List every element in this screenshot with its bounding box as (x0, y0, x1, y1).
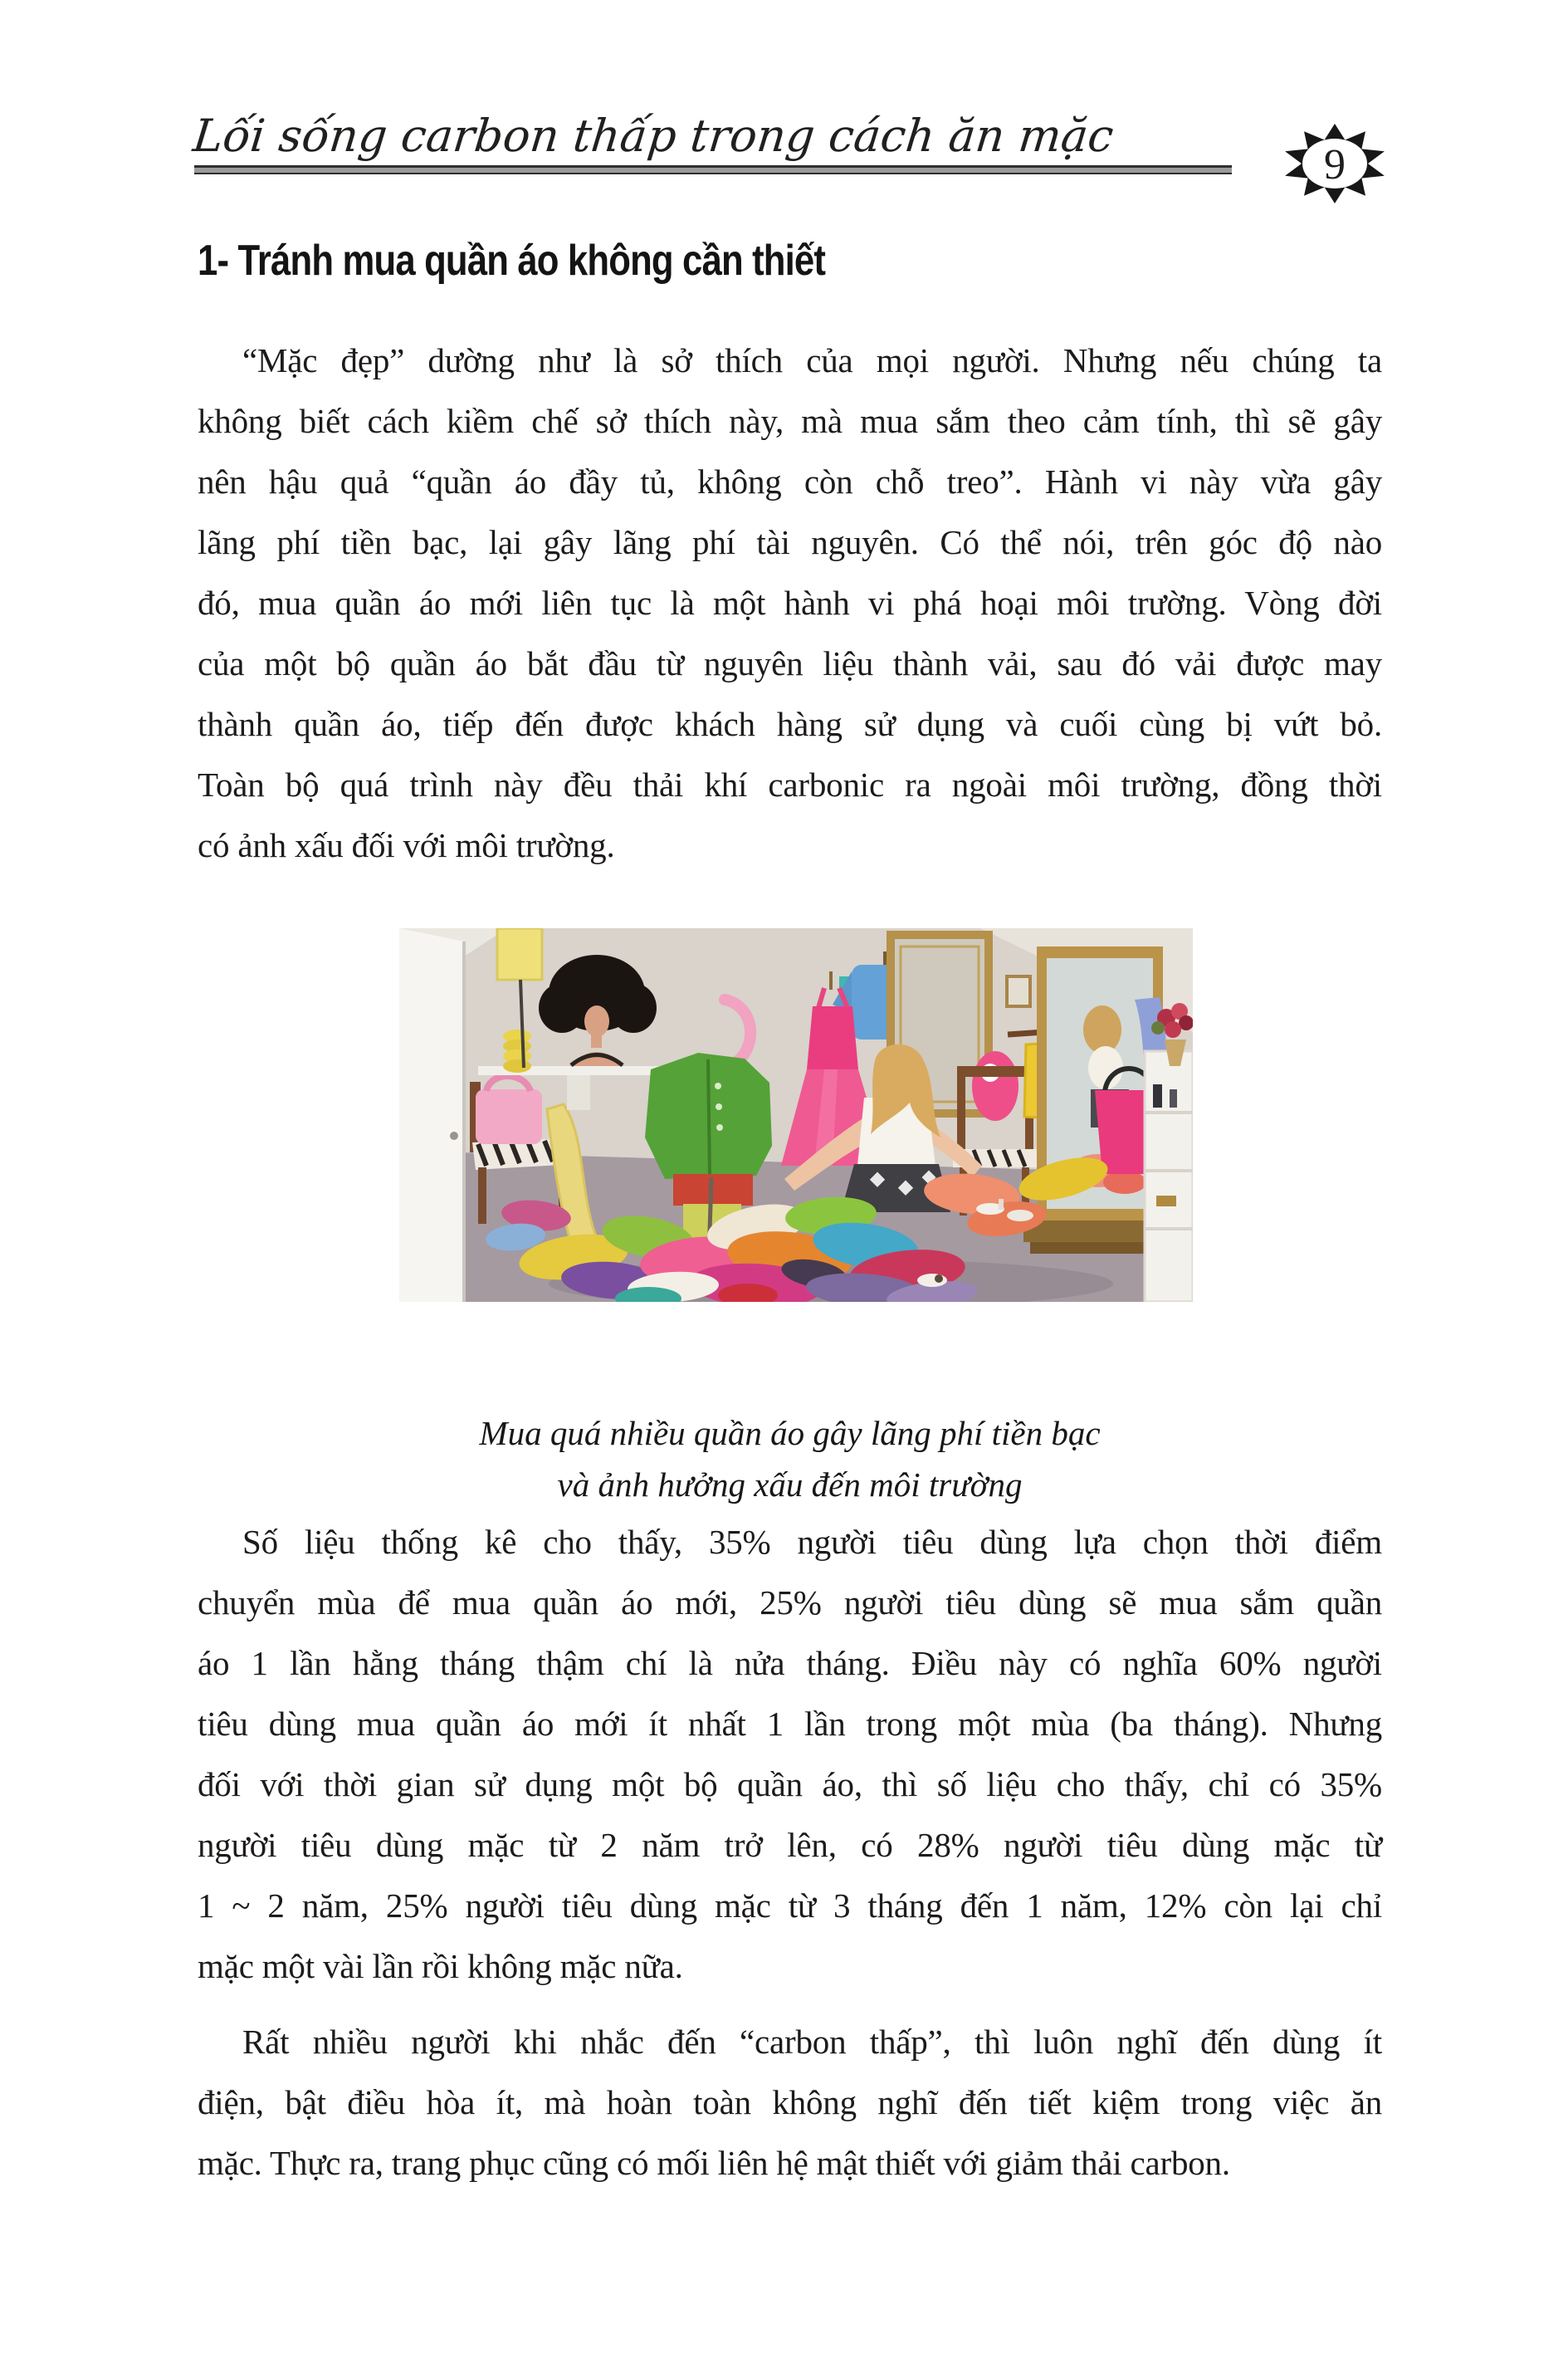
text-line: người tiêu dùng mặc từ 2 năm trở lên, có 28% người tiêu dùng mặc từ (198, 1826, 1382, 1864)
figure (399, 928, 1193, 1302)
paragraph (198, 330, 1382, 876)
text-line: Rất nhiều người khi nhắc đến “carbon thấp”, thì luôn nghĩ đến dùng ít (242, 2023, 1382, 2061)
text-line: chuyển mùa để mua quần áo mới, 25% người tiêu dùng sẽ mua sắm quần (198, 1583, 1382, 1622)
text-line: mặc. Thực ra, trang phục cũng có mối liên hệ mật thiết với giảm thải carbon. (198, 2144, 1230, 2182)
text-line: áo 1 lần hằng tháng thậm chí là nửa tháng. Điều này có nghĩa 60% người (198, 1644, 1382, 1682)
text-line: Mua quá nhiều quần áo gây lãng phí tiền bạc (479, 1414, 1101, 1452)
text-line: Toàn bộ quá trình này đều thải khí carbonic ra ngoài môi trường, đồng thời (198, 766, 1382, 804)
text-line: thành quần áo, tiếp đến được khách hàng sử dụng và cuối cùng bị vứt bỏ. (198, 705, 1382, 743)
text-line: Số liệu thống kê cho thấy, 35% người tiêu dùng lựa chọn thời điểm (242, 1523, 1382, 1561)
text-line: và ảnh hưởng xấu đến môi trường (557, 1465, 1023, 1504)
text-line: đối với thời gian sử dụng một bộ quần áo, thì số liệu cho thấy, chỉ có 35% (198, 1765, 1382, 1803)
text-line: “Mặc đẹp” dường như là sở thích của mọi người. Nhưng nếu chúng ta (242, 341, 1382, 379)
running-header-title: Lối sống carbon thấp trong cách ăn mặc (190, 110, 1116, 162)
text-line: đó, mua quần áo mới liên tục là một hành vi phá hoại môi trường. Vòng đời (198, 584, 1382, 622)
text-line: có ảnh xấu đối với môi trường. (198, 826, 615, 864)
figure-caption (198, 1407, 1382, 1510)
header-rule (194, 165, 1232, 174)
page-number-badge (1278, 120, 1391, 208)
figure-photo (399, 928, 1193, 1302)
text-line: lãng phí tiền bạc, lại gây lãng phí tài nguyên. Có thể nói, trên góc độ nào (198, 523, 1382, 561)
text-line: mặc một vài lần rồi không mặc nữa. (198, 1947, 683, 1985)
page-number: 9 (1324, 141, 1346, 188)
text-line: điện, bật điều hòa ít, mà hoàn toàn không nghĩ đến tiết kiệm trong việc ăn (198, 2083, 1382, 2121)
text-line: của một bộ quần áo bắt đầu từ nguyên liệu thành vải, sau đó vải được may (198, 644, 1382, 682)
text-line: không biết cách kiềm chế sở thích này, mà mua sắm theo cảm tính, thì sẽ gây (198, 402, 1382, 440)
text-line: 1 ~ 2 năm, 25% người tiêu dùng mặc từ 3 tháng đến 1 năm, 12% còn lại chỉ (198, 1886, 1382, 1925)
text-line: nên hậu quả “quần áo đầy tủ, không còn chỗ treo”. Hành vi này vừa gây (198, 462, 1382, 501)
text-line: tiêu dùng mua quần áo mới ít nhất 1 lần trong một mùa (ba tháng). Nhưng (198, 1705, 1382, 1743)
paragraph (198, 1512, 1382, 1997)
section-heading: 1- Tránh mua quần áo không cần thiết (198, 237, 826, 285)
paragraph (198, 2012, 1382, 2194)
